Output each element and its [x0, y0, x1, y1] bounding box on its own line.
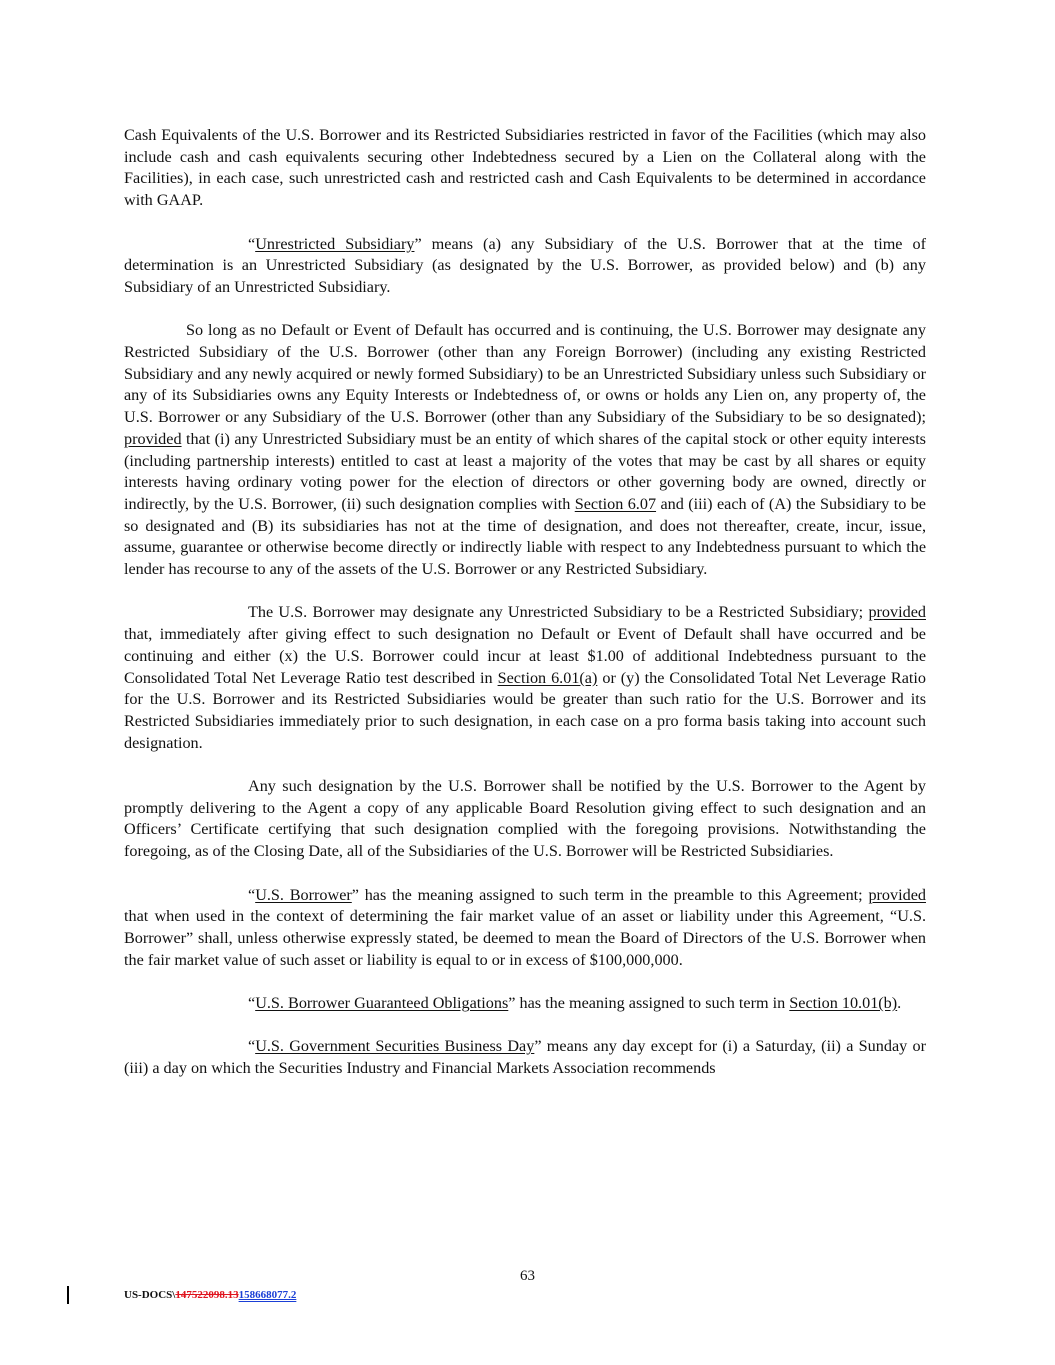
text-segment: So long as no Default or Event of Default has occurred and is continuing, the U.S. Borrower may designate any Restricted Subsidiary of the U.S. Borrower (other than any Foreign Borrower) (including any existing Restricted Subsidiary and any newly acquired or newly formed Subsidiary) to be an Unrestricted Subsidiary unless such Subsidiary or any of its Subsidiaries owns any Equity Interests or Indebtedness of, or owns or holds any Lien on, any property of, the U.S. Borrower or any Subsidiary of the U.S. Borrower (other than any Subsidiary of the Subsidiary to be so designated);: [124, 321, 926, 427]
text-segment: that (i) any Unrestricted Subsidiary must be an entity of which shares of the capital stock or other equity interests (including partnership interests) entitled to cast at least a majority of the votes that may be cast by all shares or equity interests having ordinary voting power for the election of directors or other governing body are owned, directly or indirectly, by the U.S. Borrower, (ii) such designation complies with: [124, 429, 926, 513]
text-segment: The U.S. Borrower may designate any Unrestricted Subsidiary to be a Restricted Subsidiary;: [248, 603, 869, 622]
defined-term: Unrestricted Subsidiary: [255, 234, 415, 253]
section-reference: Section 6.07: [574, 494, 657, 513]
paragraph-designation-notice: Any such designation by the U.S. Borrower shall be notified by the U.S. Borrower to the Agent by promptly delivering to the Agent a copy of any applicable Board Resolution giving effect to such designation and an Officers’ Certificate certifying that such designation complied with the foregoing provisions. Notwithstanding the foregoing, as of the Closing Date, all of the Subsidiaries of the U.S. Borrower will be Restricted Subsidiaries.: [124, 777, 926, 861]
paragraph-designation-unrestricted: [124, 320, 926, 580]
definition-text: ” means any day except for (i) a Saturday, (ii) a Sunday or (iii) a day on which the Securities Industry and Financial Markets Association recommends: [124, 1037, 926, 1078]
open-quote: “: [248, 1037, 256, 1056]
section-reference: Section 10.01(b): [789, 994, 898, 1013]
document-id-footer: [124, 1289, 296, 1301]
section-reference: Section 6.01(a): [497, 668, 598, 687]
doc-id-prefix: US-DOCS\: [124, 1289, 176, 1301]
doc-id-inserted: 158668077.2: [238, 1289, 297, 1301]
provided-term: provided: [868, 603, 926, 622]
text-segment: and (iii) each of (A) the Subsidiary to be so designated and (B) its subsidiaries has not at the time of designation, and does not thereafter, create, incur, issue, assume, guarantee or otherwise become directly or indirectly liable with respect to any Indebtedness pursuant to which the lender has recourse to any of the assets of the U.S. Borrower or any Restricted Subsidiary.: [124, 494, 926, 579]
provided-term: provided: [124, 429, 182, 448]
text-segment: or (y) the Consolidated Total Net Leverage Ratio for the U.S. Borrower and its Restricted Subsidiaries would be greater than such ratio for the U.S. Borrower and its Restricted Subsidiaries immediately prior to such designation, in each case on a pro forma basis taking into account such designation.: [124, 668, 926, 752]
text-segment: that when used in the context of determining the fair market value of an asset or liability under this Agreement, “U.S. Borrower” shall, unless otherwise expressly stated, be deemed to mean the Board of Directors of the U.S. Borrower when the fair market value of such asset or liability is equal to or in excess of $100,000,000.: [124, 907, 926, 969]
open-quote: “: [248, 885, 256, 904]
text-segment: ” has the meaning assigned to such term in the preamble to this Agreement;: [351, 885, 869, 904]
defined-term: U.S. Government Securities Business Day: [255, 1037, 535, 1056]
defined-term: U.S. Borrower: [255, 885, 352, 904]
provided-term: provided: [868, 885, 926, 904]
page-number: 63: [520, 1268, 535, 1284]
open-quote: “: [248, 234, 256, 253]
paragraph-designation-restricted: [124, 602, 926, 754]
open-quote: “: [248, 994, 256, 1013]
paragraph-cash-equivalents: Cash Equivalents of the U.S. Borrower and its Restricted Subsidiaries restricted in favor of the Facilities (which may also include cash and cash equivalents securing other Indebtedness secured by a Lien on the Collateral along with the Facilities), in each case, such unrestricted cash and restricted cash and Cash Equivalents to be determined in accordance with GAAP.: [124, 126, 926, 210]
doc-id-deleted: 147522098.13: [175, 1289, 239, 1301]
definition-us-borrower: [124, 885, 926, 972]
document-body: [124, 125, 926, 1080]
text-segment: .: [897, 994, 902, 1013]
change-bar: [67, 1286, 69, 1304]
defined-term: U.S. Borrower Guaranteed Obligations: [255, 994, 509, 1013]
definition-text: ” means (a) any Subsidiary of the U.S. Borrower that at the time of determination is an Unrestricted Subsidiary (as designated by the U.S. Borrower, as provided below) and (b) any Subsidiary of an Unrestricted Subsidiary.: [124, 234, 926, 296]
definition-us-borrower-guaranteed-obligations: [124, 993, 926, 1015]
text-segment: that, immediately after giving effect to such designation no Default or Event of Default shall have occurred and be continuing and either (x) the U.S. Borrower could incur at least $1.00 of additional Indebtedness pursuant to the Consolidated Total Net Leverage Ratio test described in: [124, 625, 926, 687]
definition-us-government-securities-business-day: [124, 1036, 926, 1079]
definition-unrestricted-subsidiary: [124, 234, 926, 299]
text-segment: ” has the meaning assigned to such term in: [508, 994, 790, 1013]
